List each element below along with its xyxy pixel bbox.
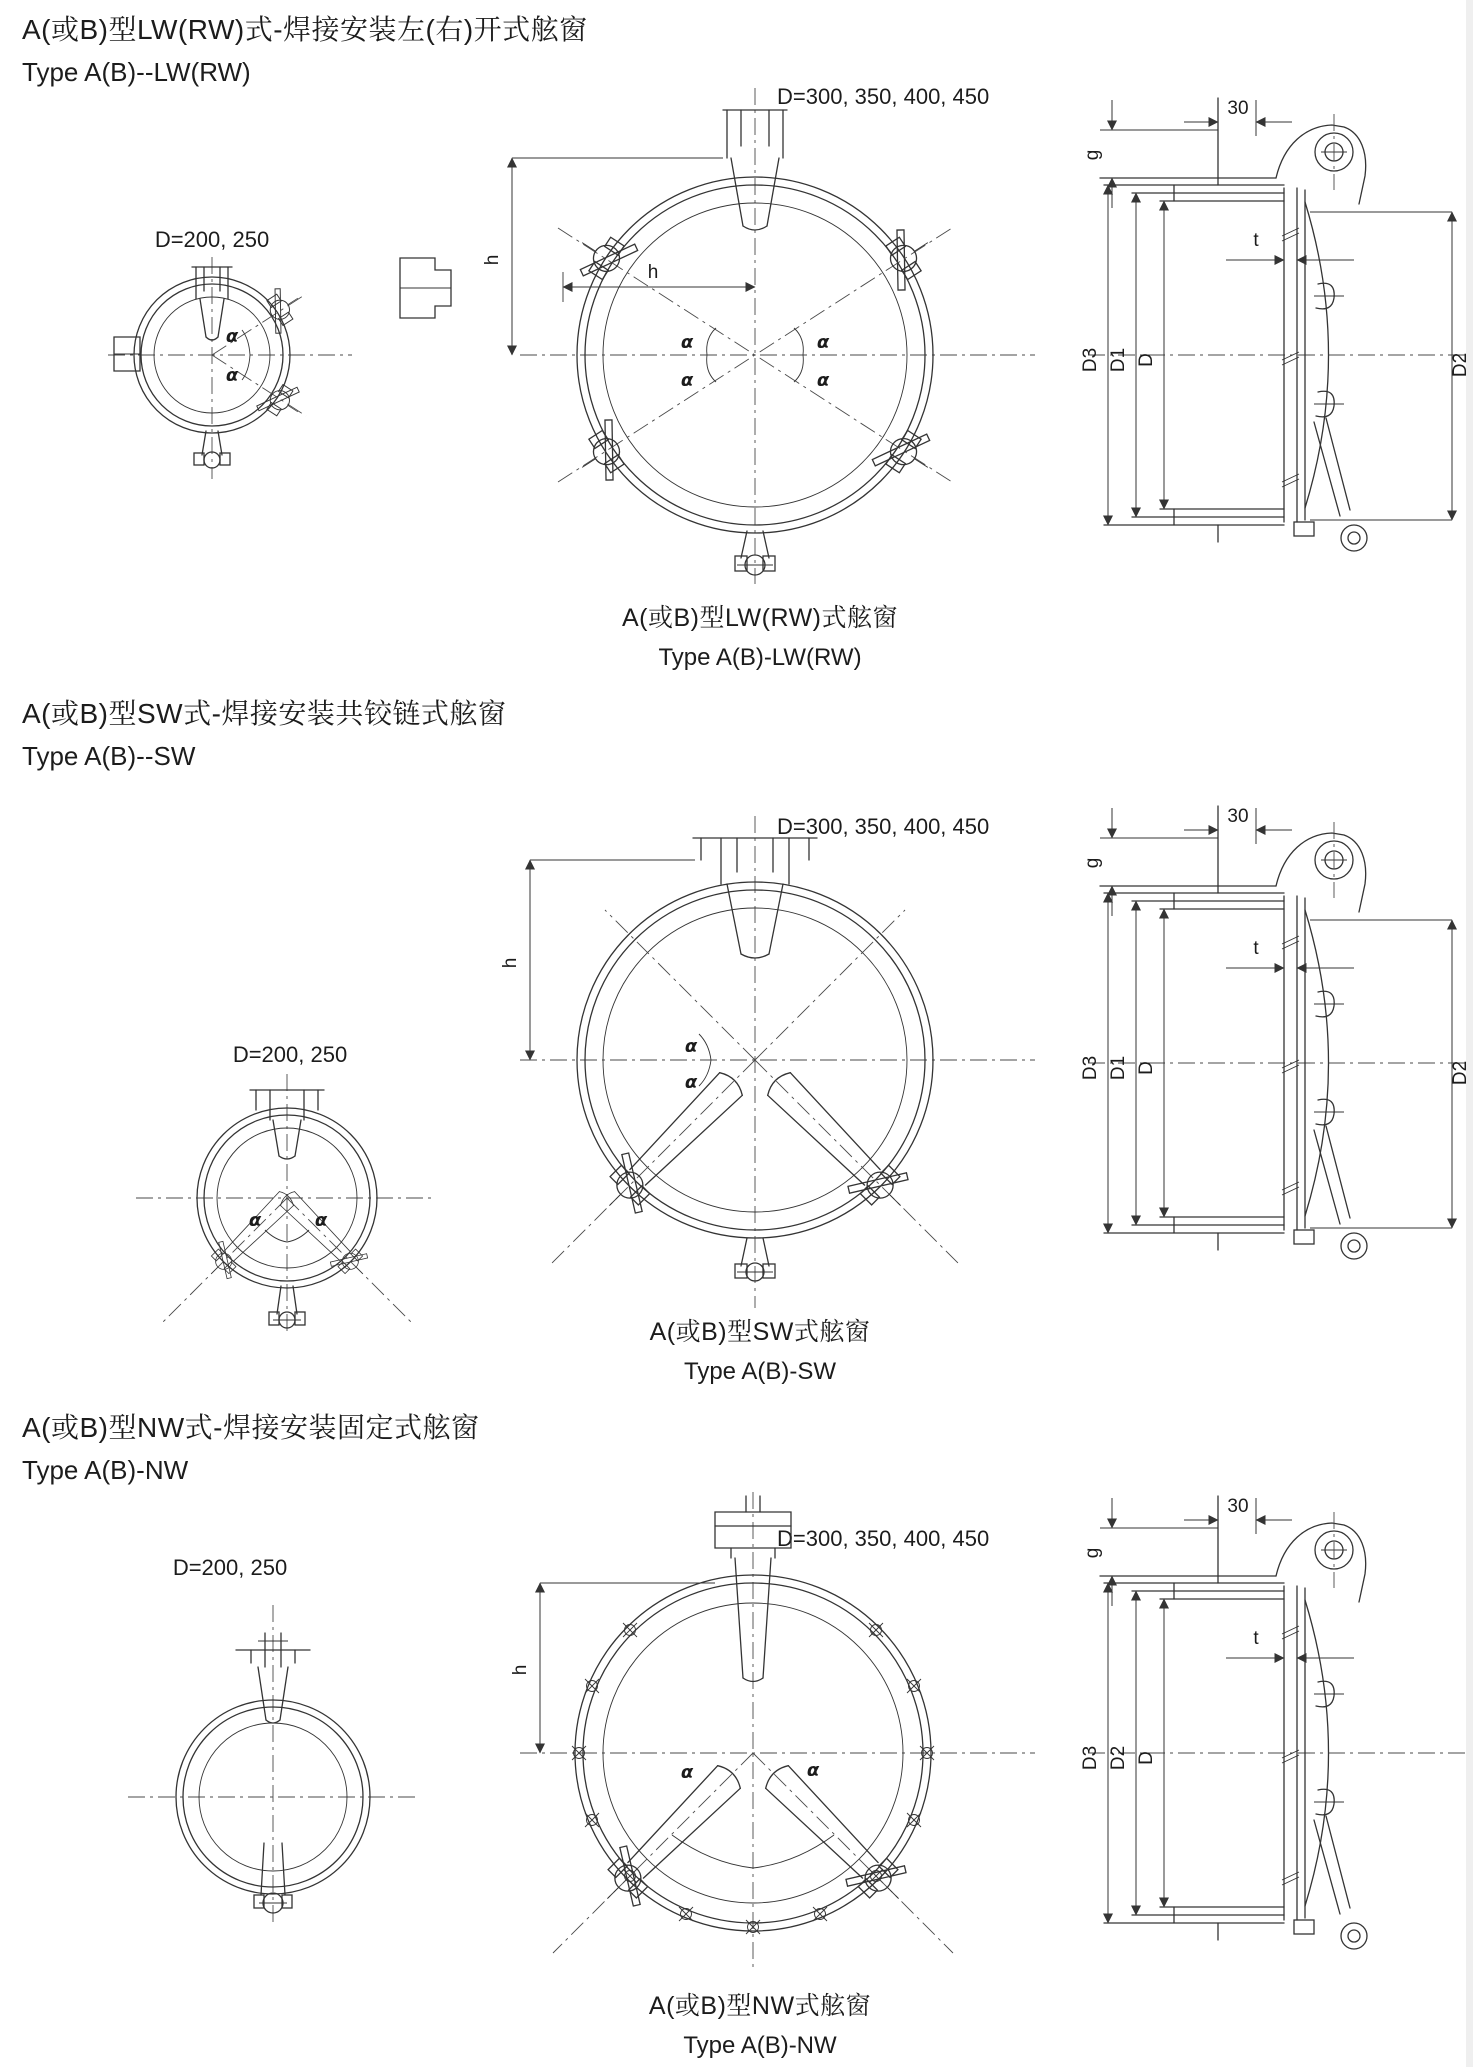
small-diameter-label-nw: D=200, 250 — [172, 1555, 288, 1580]
left-bracket — [114, 337, 140, 371]
dim-d3: D3 — [1080, 1055, 1101, 1081]
big-diameter-label-nw: D=300, 350, 400, 450 — [777, 1526, 990, 1551]
alpha-label: α — [806, 1760, 820, 1781]
left-bracket — [400, 258, 451, 318]
dim-h-vertical: h — [510, 1664, 531, 1676]
svg-defs — [0, 0, 1, 1]
side-view-drawing-sw — [1078, 778, 1473, 1303]
bottom-lug — [1294, 1920, 1314, 1934]
heading-zh-lw: A(或B)型LW(RW)式-焊接安装左(右)开式舷窗 — [22, 14, 588, 45]
dim-30: 30 — [1227, 98, 1249, 119]
caption-sw — [385, 1312, 1135, 1386]
dim-d: D — [1136, 1751, 1157, 1765]
caption-en-sw: Type A(B)-SW — [683, 1358, 837, 1385]
dim-d: D — [1136, 1061, 1157, 1075]
small-diameter-label-lw: D=200, 250 — [154, 227, 270, 252]
dim-30: 30 — [1227, 1496, 1249, 1517]
clamp-upper-left — [567, 220, 639, 293]
dim-d: D — [1136, 353, 1157, 367]
heading-en-sw: Type A(B)--SW — [22, 741, 196, 772]
bottom-lug — [1294, 1230, 1314, 1244]
small-porthole-drawing-lw — [100, 215, 390, 485]
dim-d1: D1 — [1108, 1055, 1129, 1081]
dim-g: g — [1082, 1547, 1103, 1559]
clamp-lower-left — [567, 417, 639, 490]
dim-d3: D3 — [1080, 1745, 1101, 1771]
alpha-label: α — [816, 370, 830, 391]
alpha-label: α — [680, 370, 694, 391]
hinge-knuckle — [1276, 114, 1366, 204]
dim-d1: D1 — [1108, 347, 1129, 373]
caption-zh-nw: A(或B)型NW式舷窗 — [648, 1992, 872, 2020]
dim-d2: D2 — [1108, 1745, 1129, 1771]
dim-30: 30 — [1227, 806, 1249, 827]
alpha-label: α — [680, 332, 694, 353]
clamp-lower-right — [870, 417, 942, 490]
alpha-label: α — [680, 1762, 694, 1783]
alpha-label: α — [816, 332, 830, 353]
small-diameter-label-sw: D=200, 250 — [232, 1042, 348, 1067]
dim-h-horizontal: h — [647, 262, 659, 283]
dim-d2: D2 — [1450, 352, 1471, 378]
big-porthole-drawing-lw — [385, 78, 1135, 590]
caption-en-lw: Type A(B)-LW(RW) — [658, 644, 862, 671]
caption-en-nw: Type A(B)-NW — [683, 2032, 837, 2059]
side-view-drawing-lw — [1078, 70, 1473, 595]
dim-g: g — [1082, 149, 1103, 161]
alpha-label: α — [314, 1210, 328, 1231]
section-heading-nw — [22, 1412, 479, 1486]
clamp-upper-right — [870, 220, 942, 293]
heading-en-nw: Type A(B)-NW — [22, 1455, 189, 1486]
dim-g: g — [1082, 857, 1103, 869]
heading-en-lw: Type A(B)--LW(RW) — [22, 57, 251, 88]
caption-zh-sw: A(或B)型SW式舷窗 — [649, 1318, 871, 1346]
hinge-knuckle — [1276, 822, 1366, 912]
big-diameter-label-lw: D=300, 350, 400, 450 — [777, 84, 990, 109]
alpha-label: α — [248, 1210, 262, 1231]
caption-lw — [385, 598, 1135, 672]
heading-zh-nw: A(或B)型NW式-焊接安装固定式舷窗 — [22, 1412, 480, 1443]
big-diameter-label-sw: D=300, 350, 400, 450 — [777, 814, 990, 839]
bottom-lug — [1294, 522, 1314, 536]
side-view-drawing-nw — [1078, 1468, 1473, 1993]
section-heading-sw — [22, 698, 506, 772]
caption-zh-lw: A(或B)型LW(RW)式舷窗 — [622, 604, 898, 632]
dim-t: t — [1253, 230, 1259, 251]
alpha-label: α — [225, 365, 239, 386]
dim-d2: D2 — [1450, 1060, 1471, 1086]
alpha-label: α — [684, 1036, 698, 1057]
caption-nw — [385, 1986, 1135, 2060]
alpha-label: α — [684, 1072, 698, 1093]
dim-d3: D3 — [1080, 347, 1101, 373]
dim-t: t — [1253, 938, 1259, 959]
dim-t: t — [1253, 1628, 1259, 1649]
alpha-label: α — [225, 326, 239, 347]
dim-h-vertical: h — [482, 254, 503, 266]
heading-zh-sw: A(或B)型SW式-焊接安装共铰链式舷窗 — [22, 698, 507, 729]
section-heading-lw — [22, 14, 588, 88]
big-porthole-drawing-nw — [385, 1478, 1135, 1975]
dim-h-vertical: h — [500, 957, 521, 969]
hinge-knuckle — [1276, 1512, 1366, 1602]
big-porthole-drawing-sw — [385, 808, 1135, 1313]
